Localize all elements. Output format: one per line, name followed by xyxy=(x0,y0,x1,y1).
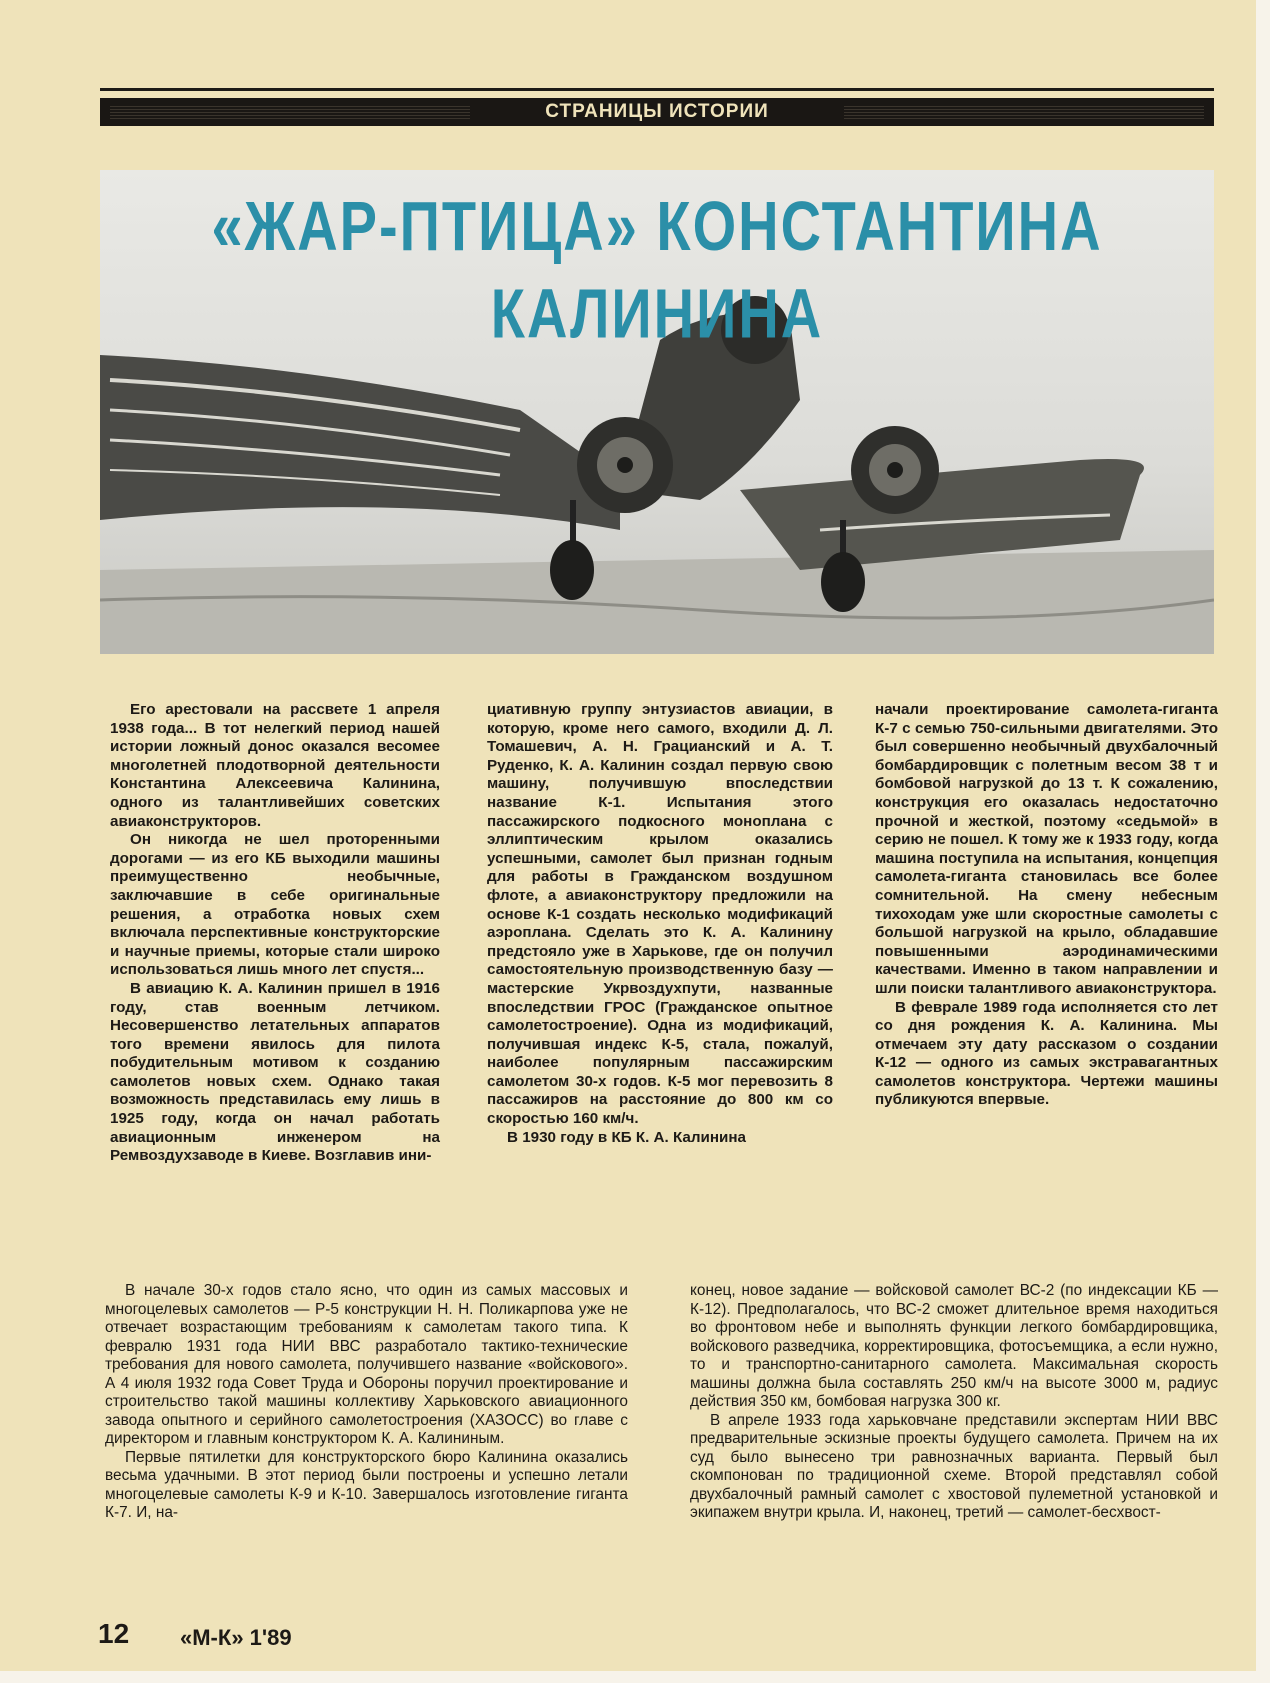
paragraph: начали проектирование самолета-гиганта К-7 с семью 750-сильными двигателями. Это был совершенно необычный двухбалочный бомбардировщик с полетным весом 38 т и бомбовой нагрузкой до 13 т. К сожалению, конструкция его оказалась недостаточно прочной и жесткой, поэтому «седьмой» в серию не пошел. К тому же к 1933 году, когда машина поступила на испытания, концепция самолета-гиганта становилась все более сомнительной. На смену небесным тихоходам уже шли скоростные самолеты с большой нагрузкой на крыло, обладавшие повышенными аэродинамическими качествами. Именно в таком направлении и шли поиски талантливого авиаконструктора. xyxy=(875,701,1218,997)
paragraph: В начале 30-х годов стало ясно, что один из самых массовых и многоцелевых самолетов — Р-5 конструкции Н. Н. Поликарпова уже не отвечает возрастающим требованиям к самолетам такого типа. К февралю 1931 года НИИ ВВС разработало тактико-технические требования для нового самолета, получившего название «войскового». А 4 июля 1932 года Совет Труда и Обороны поручил проектирование и строительство такой машины коллективу Харьковского авиационного завода опытного и серийного самолетостроения (ХАЗОСС) во главе с директором и главным конструктором К. А. Калининым. xyxy=(105,1282,628,1447)
body-column-2 xyxy=(690,1282,1218,1523)
header-decor-left xyxy=(110,104,470,120)
section-header xyxy=(100,98,1214,126)
paragraph: конец, новое задание — войсковой самолет ВС-2 (по индексации КБ — К-12). Предполагалось, что ВС-2 сможет длительное время находиться во фронтовом небе и выполнять функции легкого бомбардировщика, войскового разведчика, корректировщика, фотосъемщика, а если нужно, то и транспортно-санитарного самолета. Максимальная скорость машины должна была составлять 250 км/ч на высоте 3000 м, радиус действия 350 км, бомбовая нагрузка 300 кг. xyxy=(690,1282,1218,1410)
body-column-1 xyxy=(105,1282,628,1523)
paragraph: В апреле 1933 года харьковчане представили экспертам НИИ ВВС предварительные эскизные проекты будущего самолета. Причем на их суд было вынесено три равнозначных варианта. Первый был скомпонован по традиционной схеме. Второй представлял собой двухбалочный рамный самолет с хвостовой пулеметной установкой и экипажем внутри крыла. И, наконец, третий — самолет-бесхвост- xyxy=(690,1411,1218,1521)
page-number: 12 xyxy=(98,1618,130,1649)
top-rule xyxy=(100,88,1214,91)
article-headline: «ЖАР-ПТИЦА» КОНСТАНТИНА КАЛИНИНА xyxy=(211,186,1103,353)
intro-column-2 xyxy=(487,701,833,1147)
paragraph: циативную группу энтузиастов авиации, в которую, кроме него самого, входили Д. Л. Томашевич, А. Н. Грацианский и А. Т. Руденко, К. А. Калинин создал первую свою машину, получившую впоследствии название К-1. Испытания этого пассажирского подкосного моноплана с эллиптическим крылом оказались успешными, самолет был признан годным для работы в Гражданском воздушном флоте, а авиаконструктору предложили на основе К-1 создать несколько модификаций аэроплана. Сделать это К. А. Калинину предстояло уже в Харькове, где он получил самостоятельную производственную базу — мастерские Укрвоздухпути, названные впоследствии ГРОС (Гражданское опытное самолетостроение). Одна из модификаций, получившая индекс К-5, стала, пожалуй, наиболее популярным пассажирским самолетом 30-х годов. К-5 мог перевозить 8 пассажиров на расстояние до 800 км со скоростью 160 км/ч. xyxy=(487,701,833,1128)
paragraph: Первые пятилетки для конструкторского бюро Калинина оказались весьма удачными. В этот период были построены и успешно летали многоцелевые самолеты К-9 и К-10. Завершалось изготовление гиганта К-7. И, на- xyxy=(105,1448,628,1521)
paragraph: В феврале 1989 года исполняется сто лет со дня рождения К. А. Калинина. Мы отмечаем эту дату рассказом о создании К-12 — одного из самых экстравагантных самолетов конструктора. Чертежи машины публикуются впервые. xyxy=(875,998,1218,1109)
paragraph: Он никогда не шел проторенными дорогами — из его КБ выходили машины преимущественно необычные, заключавшие в себе оригинальные решения, а отработка новых схем включала перспективные конструкторские и научные приемы, которые стали широко использоваться лишь много лет спустя... xyxy=(110,831,440,979)
hero-illustration xyxy=(100,170,1214,654)
header-decor-right xyxy=(844,104,1204,120)
intro-column-3 xyxy=(875,701,1218,1110)
section-title: СТРАНИЦЫ ИСТОРИИ xyxy=(525,101,789,122)
intro-column-1 xyxy=(110,701,440,1166)
paragraph: Его арестовали на рассвете 1 апреля 1938 года... В тот нелегкий период нашей истории ложный донос оказался весомее многолетней плодотворной деятельности Константина Алексеевича Калинина, одного из талантливейших советских авиаконструкторов. xyxy=(110,701,440,830)
magazine-issue: «М-К» 1'89 xyxy=(180,1625,292,1650)
paragraph: В 1930 году в КБ К. А. Калинина xyxy=(507,1128,746,1146)
paragraph: В авиацию К. А. Калинин пришел в 1916 году, став военным летчиком. Несовершенство летательных аппаратов того времени явилось для пилота побудительным мотивом к созданию самолетов новых схем. Однако такая возможность представилась ему лишь в 1925 году, когда он начал работать авиационным инженером на Ремвоздухзаводе в Киеве. Возглавив ини- xyxy=(110,979,440,1165)
